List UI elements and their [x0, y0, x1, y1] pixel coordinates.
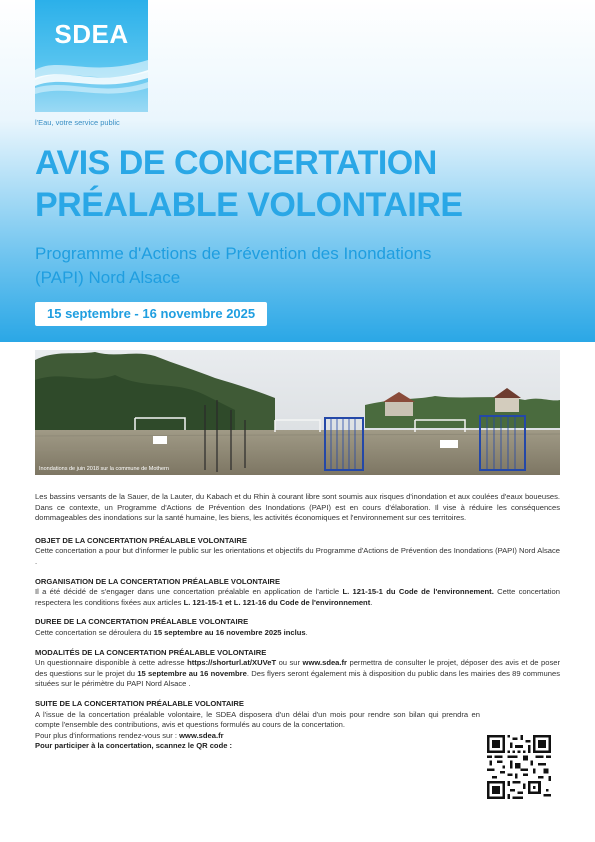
page-title	[35, 142, 575, 226]
text-part: .	[370, 597, 373, 607]
questionnaire-link[interactable]: https://shorturl.at/XUVeT	[187, 658, 277, 668]
section-organisation	[35, 577, 560, 609]
section-text: A l'issue de la concertation préalable volontaire, le SDEA disposera d'un délai d'un mois pour rendre son bilan qui prendra en compte l'ensemble des contributions, avis et questions formulés au cours de la concertation.	[35, 709, 480, 730]
document-body	[35, 492, 560, 761]
logo-text: SDEA	[54, 19, 129, 49]
qr-call-to-action: Pour participer à la concertation, scannez le QR code :	[35, 741, 233, 751]
section-heading: SUITE DE LA CONCERTATION PRÉALABLE VOLONTAIRE	[35, 698, 244, 708]
section-heading: MODALITÉS DE LA CONCERTATION PRÉALABLE VOLONTAIRE	[35, 647, 267, 657]
wave-logo-icon	[35, 48, 148, 112]
text-part: Pour plus d'informations rendez-vous sur :	[35, 730, 180, 740]
subtitle-line-1: Programme d'Actions de Prévention des Inondations	[35, 244, 432, 263]
section-modalites	[35, 648, 560, 690]
section-heading: OBJET DE LA CONCERTATION PRÉALABLE VOLONTAIRE	[35, 535, 247, 545]
text-part: ou sur	[276, 658, 303, 668]
section-text	[35, 658, 560, 690]
brand-tagline: l'Eau, votre service public	[35, 118, 120, 127]
date-range: 15 septembre au 16 novembre	[137, 668, 247, 678]
sdea-website-link[interactable]: www.sdea.fr	[179, 730, 224, 740]
page-subtitle	[35, 242, 555, 290]
text-part: .	[305, 627, 308, 637]
section-text	[35, 587, 560, 608]
header-banner	[0, 0, 595, 342]
text-part: . Des flyers seront également mis à disposition du public dans les mairies des 89 communes situées sur le périmètre du PAPI Nord Alsace .	[35, 668, 560, 689]
qr-code-icon[interactable]	[487, 735, 551, 799]
dates-badge: 15 septembre - 16 novembre 2025	[35, 302, 267, 326]
article-reference: L. 121-15-1 et L. 121-16 du Code de l'environnement	[183, 597, 371, 607]
flood-photo-image	[35, 350, 560, 475]
intro-paragraph: Les bassins versants de la Sauer, de la Lauter, du Kabach et du Rhin à courant libre sont soumis aux risques d'inondation et aux coulées d'eaux boueuses. Dans ce contexte, un Programme d'Actions de Prévention des Inondations (PAPI) est en cours d'élaboration. Il vise à réduire les conséquences dommageables des inondations sur la santé humaine, les biens, les activités économiques et l'environnement sur ces territoires.	[35, 492, 560, 523]
info-line	[35, 731, 480, 742]
section-text: Cette concertation a pour but d'informer le public sur les orientations et objectifs du Programme d'Actions de Prévention des Inondations (PAPI) Nord Alsace .	[35, 546, 560, 566]
text-part: Un questionnaire disponible à cette adresse	[35, 658, 188, 668]
title-line-1: AVIS DE CONCERTATION	[35, 144, 437, 182]
section-duree	[35, 617, 560, 638]
text-part: Il a été décidé de s'engager dans une concertation préalable en application de l'article	[35, 587, 343, 597]
title-line-2: PRÉALABLE VOLONTAIRE	[35, 186, 463, 224]
sdea-logo[interactable]	[35, 0, 148, 112]
article-reference: L. 121-15-1 du Code de l'environnement.	[342, 587, 494, 597]
text-part: Cette concertation se déroulera du	[35, 627, 154, 637]
sdea-website-link[interactable]: www.sdea.fr	[302, 658, 347, 668]
section-objet	[35, 536, 560, 568]
section-heading: DUREE DE LA CONCERTATION PRÉALABLE VOLONTAIRE	[35, 617, 249, 627]
section-heading: ORGANISATION DE LA CONCERTATION PRÉALABLE VOLONTAIRE	[35, 576, 281, 586]
text-part: permettra de consulter le projet, déposer des avis et de poser des questions sur le projet du	[35, 658, 560, 678]
flood-photo	[35, 350, 560, 475]
photo-caption: Inondations de juin 2018 sur la commune de Mothern	[39, 466, 169, 472]
text-part: Cette concertation respectera les conditions fixées aux articles	[35, 587, 560, 607]
subtitle-line-2: (PAPI) Nord Alsace	[35, 268, 181, 287]
date-range: 15 septembre au 16 novembre 2025 inclus	[153, 627, 306, 637]
section-suite	[35, 699, 480, 752]
section-text	[35, 628, 560, 639]
